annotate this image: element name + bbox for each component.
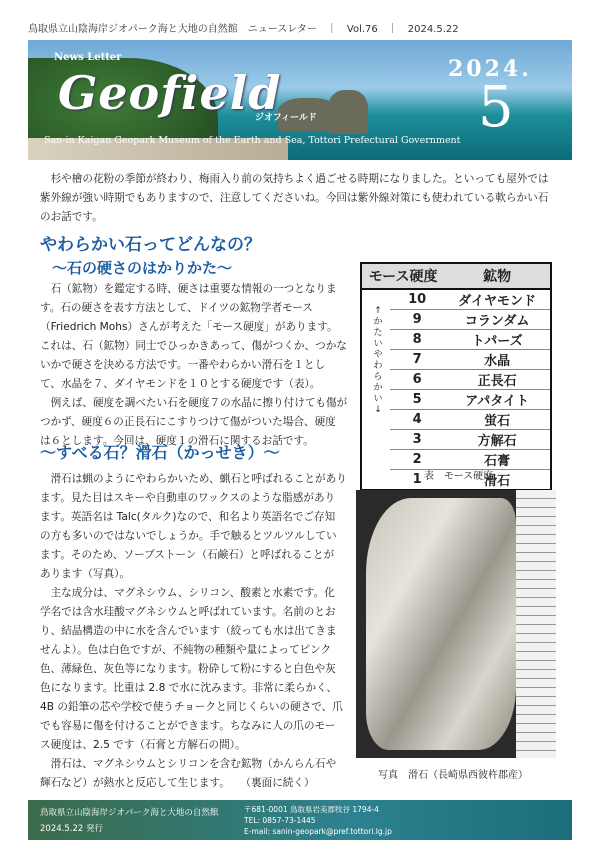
header-topline: 鳥取県立山陰海岸ジオパーク海と大地の自然館 ニュースレター ｜ Vol.76 ｜ 2024.5.22 <box>28 24 459 35</box>
logo-kana: ジオフィールド <box>255 113 317 123</box>
footer-issued: 2024.5.22 発行 <box>40 824 103 834</box>
footer <box>28 800 572 840</box>
section2-heading: ～すべる石？滑石（かっせき）～ <box>40 443 280 462</box>
photo-caption: 写真 滑石（長崎県西彼杵郡産） <box>378 770 528 781</box>
mohs-hardness-table <box>360 262 552 491</box>
ruler-image <box>516 490 556 758</box>
newsletter-label: News Letter <box>54 52 122 63</box>
newsletter-logo: Geofield <box>58 66 282 120</box>
footer-email-link[interactable]: E-mail: sanin-geopark@pref.tottori.lg.jp <box>244 827 392 836</box>
table-row: 2 石膏 <box>361 450 551 470</box>
table-side-label: ↑ かたい やわらかい ↓ <box>373 306 392 415</box>
table-row: 5 アパタイト <box>361 390 551 410</box>
table-caption: 表 モース硬度 <box>424 471 494 482</box>
footer-contact: 〒681-0001 鳥取県岩美郡牧谷 1794-4 TEL: 0857-73-1445 E-mail: sanin-geopark@pref.tottori.lg.jp <box>244 805 392 836</box>
table-row: 7 水晶 <box>361 350 551 370</box>
table-row: 1 滑石 <box>361 470 551 491</box>
talc-photo <box>356 490 556 758</box>
table-row: 9 コランダム <box>361 310 551 330</box>
section1-body: 石（鉱物）を鑑定する時、硬さは重要な情報の一つとなりま す。石の硬さを表す方法として、ドイツの鉱物学者モース （Friedrich Mohs）さんが考えた「モース硬度」があります。 これは、石（鉱物）同士でひっかきあって、傷がつくか、つかな いかで硬さを決める方法です。一番やわらかい滑石を１とし て、水晶を７、ダイヤモンドを１０とする硬度です（表）。 例えば、硬度を調べたい石を硬度７の水晶に擦り付けても傷が つかず、硬度６の正長石にこすりつけて傷がついた場合、硬度 は６とします。今回は、硬度１の滑石に関するお話です。 <box>40 283 348 447</box>
table-header-mineral: 鉱物 <box>444 263 551 289</box>
table-row: 10 ダイヤモンド <box>361 289 551 310</box>
issue-month: 5 <box>478 75 514 140</box>
table-row: 3 方解石 <box>361 430 551 450</box>
table-row: 4 蛍石 <box>361 410 551 430</box>
talc-stone-image <box>366 498 516 750</box>
table-row: 8 トパーズ <box>361 330 551 350</box>
table-row: 6 正長石 <box>361 370 551 390</box>
table-header-hardness: モース硬度 <box>361 263 444 289</box>
footer-org: 鳥取県立山陰海岸ジオパーク海と大地の自然館 <box>40 808 219 818</box>
section1-heading: やわらかい石ってどんなの？ <box>40 235 261 255</box>
issue-year: 2024. <box>448 56 532 82</box>
section2-body: 滑石は蝋のようにやわらかいため、蝋石と呼ばれることがあり ます。見た目はスキーや自動車のワックスのような脂感があり ます。英語名は Talc(タルク)なので、和名より英語名でご存知 の方も多いのではないでしょうか。手で触るとツルツルしてい ます。そのため、ソープストーン（石鹸石）と呼ばれることが あります（写真）。 主な成分は、マグネシウム、シリコン、酸素と水素です。化 学名では含水珪酸マグネシウムと呼ばれています。名前のとお り、結晶構造の中に水を含んでいます（絞っても水は出てきま せんよ）。色は白色ですが、不純物の種類や量によってピンク 色、薄緑色、灰色等になります。粉砕して粉にすると白色や灰 色になります。比重は 2.8 で水に沈みます。非常に柔らかく、 4B の鉛筆の芯や学校で使うチョークと同じくらいの硬さで、爪 でも容易に傷を付けることができます。ちなみに人の爪のモー ス硬度は、2.5 です（石膏と方解石の間）。 滑石は、マグネシウムとシリコンを含む鉱物（かんらん石や 輝石など）が熱水と反応して生じます。 （裏面に続く） <box>40 473 347 789</box>
section1-subheading: ～石の硬さのはかりかた～ <box>52 259 233 277</box>
museum-name-en: San-in Kaigan Geopark Museum of the Earth and Sea, Tottori Prefectural Government <box>44 135 461 146</box>
intro-paragraph: 杉や檜の花粉の季節が終わり、梅雨入り前の気持ちよく過ごせる時期になりました。といっても屋外では 紫外線が強い時期でもありますので、注意してくださいね。今回は紫外線対策にも使われている軟らかい石 のお話です。 <box>40 173 549 223</box>
